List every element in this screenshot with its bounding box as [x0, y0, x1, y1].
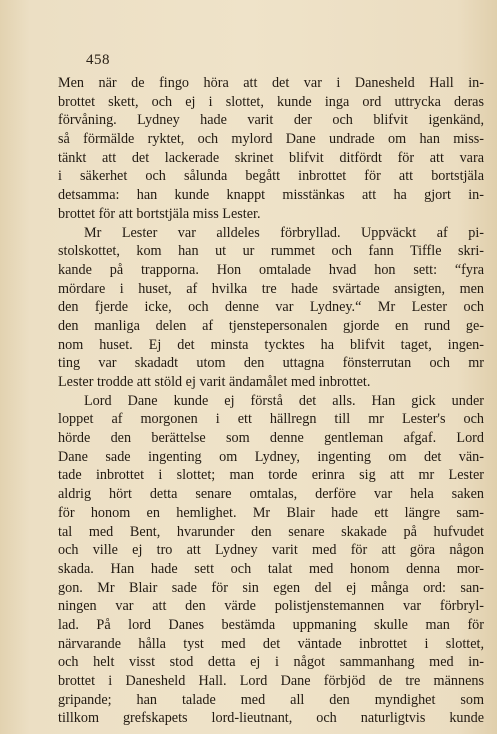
text-line: i säkerhet och sålunda begått inbrottet för att bortstjäla — [58, 168, 484, 185]
text-line: gon. Mr Blair sade för sin egen del ej många ord: san- — [58, 579, 484, 596]
text-line: ting var skadadt utom den uttagna fönsterrutan och mr — [58, 355, 484, 372]
text-line: mördare i huset, af hvilka tre hade svärtade ansigten, men — [58, 280, 484, 297]
text-line: skada. Han hade sett och talat med honom denna mor- — [58, 560, 484, 577]
text-line: brottet i Danesheld Hall. Lord Dane förbjöd de tre männens — [58, 673, 484, 689]
text-line: för honom en hemlighet. Mr Blair hade ett längre sam- — [58, 504, 484, 521]
text-line: tade inbrottet i slottet; man torde erinra sig att mr Lester — [58, 467, 484, 484]
text-line: tal med Bent, hvarunder den senare skakade på hufvudet — [58, 523, 484, 540]
text-line: hörde den berättelse som denne gentleman afgaf. Lord — [58, 430, 484, 447]
text-line: den manliga delen af tjenstepersonalen gjorde en rund ge- — [58, 317, 484, 334]
text-line: brottet skett, och ej i slottet, kunde inga ord uttrycka deras — [58, 93, 484, 110]
text-line: Mr Lester var alldeles förbryllad. Uppväckt af pi- — [84, 224, 484, 241]
text-line: tänkt att det lackerade skrinet blifvit ditfördt för att vara — [58, 149, 484, 166]
text-line: tillkom grefskapets lord-lieutnant, och naturligtvis kunde — [58, 710, 484, 727]
text-line: detsamma: han kunde knappt misstänkas att ha gjort in- — [58, 187, 484, 204]
page-number: 458 — [86, 52, 110, 68]
text-line: kande på trapporna. Hon omtalade hvad hon sett: “fyra — [58, 261, 484, 278]
text-line: den fjerde icke, och denne var Lydney.“ Mr Lester och — [58, 299, 484, 316]
text-line: närvarande hålla tyst med det väntade inbrottet i slottet, — [58, 635, 484, 652]
text-line: Lord Dane kunde ej förstå det alls. Han gick under — [84, 392, 484, 409]
text-line: nom huset. Ej det minsta tycktes ha blifvit taget, ingen- — [58, 336, 484, 353]
text-line: Lester trodde att stöld ej varit ändamålet med inbrottet. — [58, 374, 371, 390]
text-line: Men när de fingo höra att det var i Danesheld Hall in- — [58, 75, 484, 91]
text-line: aldrig hört detta senare omtalas, derföre var hela saken — [58, 486, 484, 503]
text-line: Dane sade ingenting om Lydney, ingenting om det vän- — [58, 448, 484, 465]
text-line: lad. På lord Danes bestämda uppmaning skulle man för — [58, 616, 484, 633]
text-line: så förmälde ryktet, och mylord Dane undrade om han miss- — [58, 131, 484, 148]
text-line: loppet af morgonen i ett hällregn till mr Lester's och — [58, 411, 484, 428]
text-line: ningen var att den värde polistjenstemannen var förbryl- — [58, 598, 484, 615]
body-text — [58, 74, 484, 728]
text-line: och ville ej tro att Lydney varit med för att göra någon — [58, 542, 484, 559]
text-line: brottet för att bortstjäla miss Lester. — [58, 205, 261, 222]
text-line: och helt visst stod detta ej i något sammanhang med in- — [58, 654, 484, 671]
text-line: stolskottet, kom han ut ur rummet och fann Tiffle skri- — [58, 243, 484, 260]
text-line: gripande; han talade med all den myndighet som — [58, 691, 484, 708]
text-line: förvåning. Lydney hade varit der och blifvit igenkänd, — [58, 112, 484, 129]
